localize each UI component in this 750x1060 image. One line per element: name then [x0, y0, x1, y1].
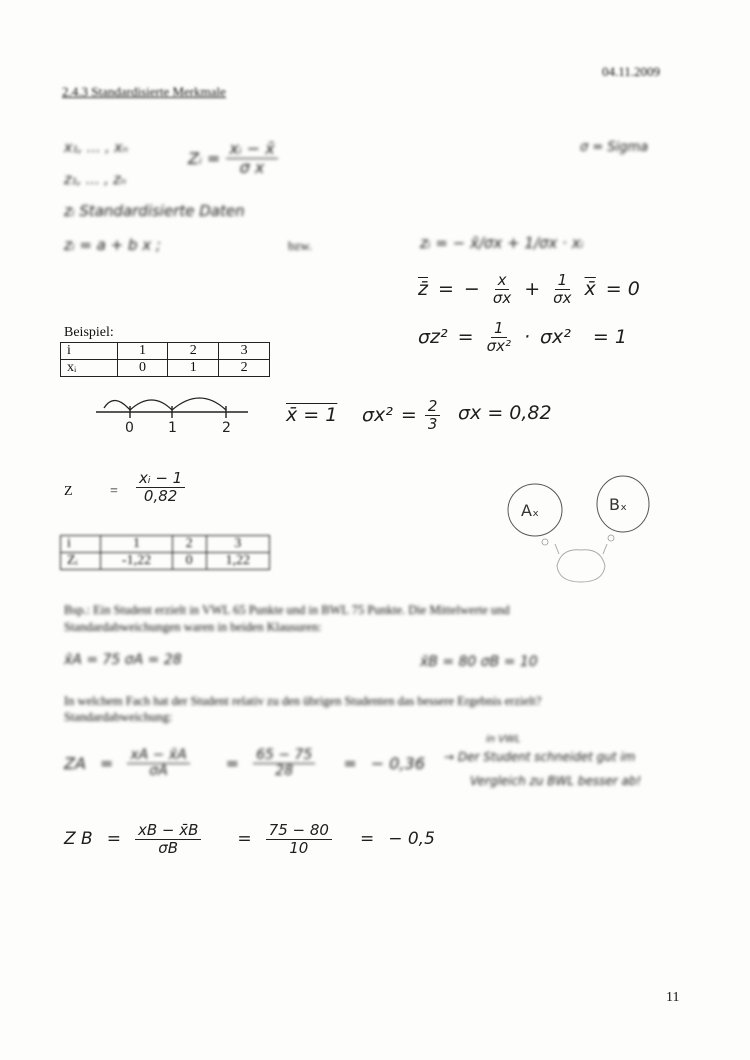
za-num: xA − x̄A — [127, 748, 189, 764]
problem-values-left: x̄A = 75 σA = 28 — [64, 652, 182, 668]
sz-dot: · — [523, 326, 531, 348]
zbar-plus: + — [524, 278, 541, 300]
example-variance — [362, 398, 440, 432]
zbar-lhs: z̄ — [418, 278, 428, 300]
table-row — [61, 343, 270, 360]
table-row — [61, 553, 270, 570]
z-def-fraction — [226, 140, 277, 176]
zbar-eq: = — [437, 278, 454, 300]
z-table — [60, 535, 270, 570]
z-formula-den: 0,82 — [143, 486, 178, 505]
bzw-label: bzw. — [288, 238, 313, 253]
sz-result: = 1 — [592, 326, 627, 348]
table-cell: 3 — [206, 536, 269, 553]
sz-eq: = — [457, 326, 474, 348]
zbar-minus: − — [463, 278, 480, 300]
zbar-f2-den: σx — [553, 288, 572, 307]
za-result: − 0,36 — [370, 754, 425, 774]
sz-sx: σx² — [540, 326, 571, 348]
date: 04.11.2009 — [602, 64, 661, 79]
sz-f-num: 1 — [491, 320, 507, 338]
table-cell: i — [61, 536, 101, 553]
bubble-a-label: Aₓ — [521, 501, 540, 520]
zb-num: xB − x̄B — [135, 822, 201, 840]
arc-right — [172, 398, 226, 410]
rhs-formula: zᵢ = − x̄/σx + 1/σx · xᵢ — [420, 234, 584, 252]
doodle-face — [557, 550, 605, 582]
sz-lhs: σz² — [418, 326, 448, 348]
zbar-xbar: x̄ — [584, 278, 596, 300]
page-number: 11 — [666, 990, 680, 1005]
intro-line-2: z₁, … , zₙ — [64, 172, 127, 188]
za-eq: = — [99, 754, 114, 774]
sigma-note: σ = Sigma — [580, 140, 649, 155]
zbar-f2-num: 1 — [555, 272, 571, 290]
tick-label-1: 1 — [168, 420, 177, 436]
zb-lhs: Z B — [64, 829, 93, 849]
z-def-denominator: σ x — [239, 157, 265, 177]
z-formula-eq: = — [110, 484, 118, 499]
zb-den-2: 10 — [289, 838, 309, 857]
table-row — [61, 360, 270, 377]
table-cell: 3 — [219, 343, 270, 360]
table-cell: 2 — [172, 536, 206, 553]
zbar-f1-num: x — [495, 272, 510, 290]
zbar-result: = 0 — [605, 278, 640, 300]
bubble-dot-a — [542, 539, 548, 545]
example-table — [60, 342, 270, 377]
variance-num: 2 — [425, 398, 441, 416]
table-cell: 2 — [219, 360, 270, 377]
z-def-label: Zᵢ = — [188, 148, 221, 168]
table-cell: 0 — [117, 360, 168, 377]
table-cell: -1,22 — [101, 553, 172, 570]
table-cell: 2 — [168, 343, 219, 360]
za-lhs: ZA — [64, 754, 86, 774]
note-line-1: → Der Student schneidet gut im — [444, 750, 636, 764]
zb-eq-2: = — [237, 829, 252, 849]
section-title: 2.4.3 Standardisierte Merkmale — [62, 84, 226, 99]
table-cell: 1 — [101, 536, 172, 553]
doodle-ears — [555, 544, 607, 554]
problem-question-2: Standardabweichung: — [64, 710, 173, 724]
za-fraction-2 — [253, 748, 315, 780]
problem-values-right: x̄B = 80 σB = 10 — [420, 654, 538, 670]
zb-eq-3: = — [359, 829, 375, 849]
solution-za — [64, 748, 425, 780]
example-sd: σx = 0,82 — [458, 402, 552, 424]
sigma-z-derivation — [418, 320, 627, 354]
variance-eq: = — [400, 404, 417, 426]
zb-num-2: 75 − 80 — [266, 822, 332, 840]
z-def-numerator: xᵢ − x̄ — [226, 140, 277, 159]
table-row — [61, 536, 270, 553]
za-eq-3: = — [343, 754, 357, 774]
table-cell: 1 — [117, 343, 168, 360]
za-fraction — [127, 748, 189, 780]
zb-result: − 0,5 — [388, 829, 435, 849]
problem-question-1: In welchem Fach hat der Student relativ zu den übrigen Studenten das bessere Ergebnis erzielt? — [64, 694, 542, 708]
z-formula-lhs: Z — [64, 484, 73, 499]
doodle — [505, 470, 665, 590]
intro-line-4: zᵢ = a + b x ; — [64, 236, 161, 254]
variance-lhs: σx² — [362, 404, 393, 426]
problem-text-1: Bsp.: Ein Student erzielt in VWL 65 Punkte und in BWL 75 Punkte. Die Mittelwerte und — [64, 603, 510, 617]
za-eq-2: = — [225, 754, 240, 774]
problem-text-2: Standardabweichungen waren in beiden Klausuren: — [64, 620, 322, 634]
variance-fraction — [425, 398, 441, 432]
za-den-2: 28 — [275, 763, 294, 780]
tick-label-2: 2 — [222, 420, 231, 436]
zb-fraction — [135, 822, 201, 856]
za-den: σA — [149, 763, 168, 780]
zbar-derivation — [418, 272, 640, 306]
intro-line-1: x₁, … , xₙ — [64, 140, 129, 156]
sz-fraction — [484, 320, 514, 354]
table-cell: 0 — [172, 553, 206, 570]
note-small: in VWL — [486, 734, 521, 745]
table-cell: i — [61, 343, 118, 360]
example-label: Beispiel: — [64, 325, 114, 340]
za-num-2: 65 − 75 — [253, 748, 315, 764]
note-line-2: Vergleich zu BWL besser ab! — [470, 774, 642, 788]
z-fraction — [136, 470, 185, 504]
example-mean: x̄ = 1 — [286, 404, 338, 426]
variance-den: 3 — [427, 414, 438, 433]
arc-left — [104, 400, 130, 410]
zb-eq: = — [106, 829, 121, 849]
arc-middle — [130, 400, 172, 410]
zbar-fraction-1 — [490, 272, 514, 306]
intro-line-3: zᵢ Standardisierte Daten — [64, 202, 245, 220]
table-cell: xᵢ — [61, 360, 118, 377]
table-cell: 1,22 — [206, 553, 269, 570]
solution-zb — [64, 822, 435, 856]
table-cell: Zᵢ — [61, 553, 101, 570]
number-line-sketch — [92, 388, 252, 436]
z-formula-num: xᵢ − 1 — [136, 470, 185, 488]
bubble-dot-b — [608, 535, 614, 541]
zbar-fraction-2 — [550, 272, 574, 306]
table-cell: 1 — [168, 360, 219, 377]
bubble-b-label: Bₓ — [609, 495, 628, 514]
sz-f-den: σx² — [486, 336, 511, 355]
zb-fraction-2 — [266, 822, 332, 856]
tick-label-0: 0 — [125, 420, 134, 436]
zb-den: σB — [158, 838, 179, 857]
z-definition — [188, 140, 278, 176]
z-formula-fraction — [136, 470, 185, 504]
zbar-f1-den: σx — [492, 288, 512, 307]
